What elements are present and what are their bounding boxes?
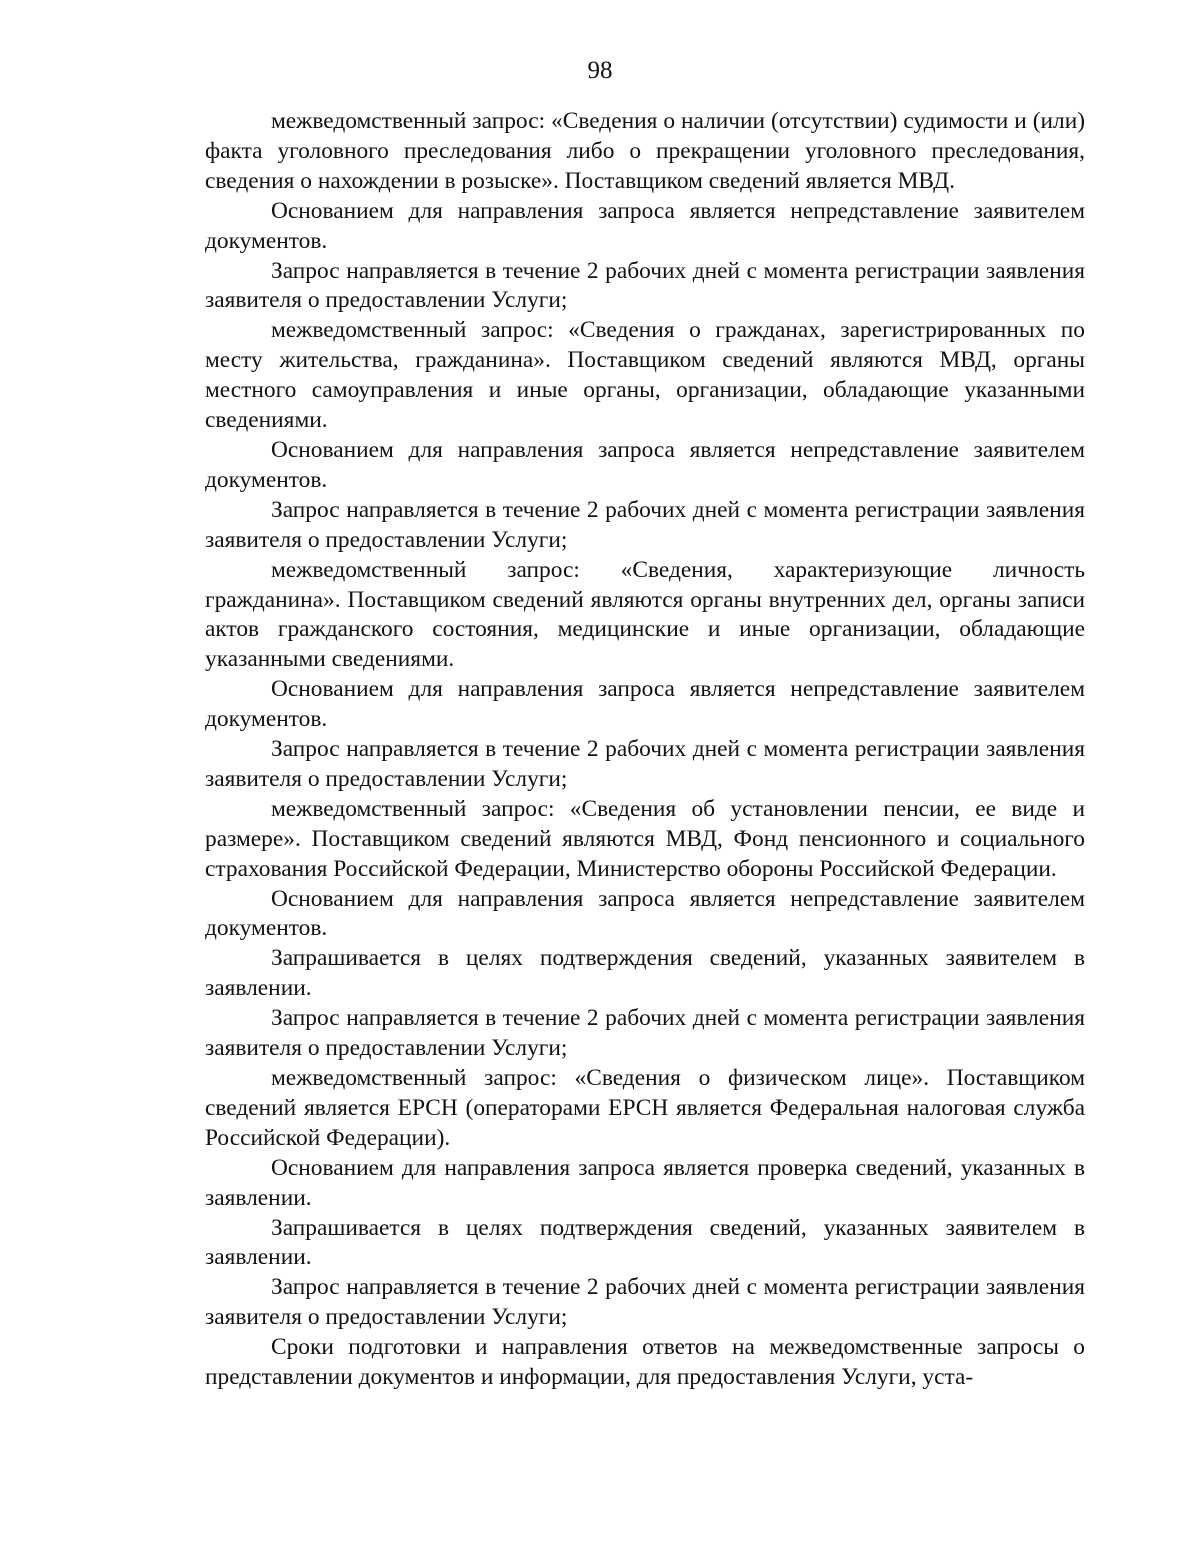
paragraph: Основанием для направления запроса является непредставление заявителем документов. bbox=[205, 436, 1085, 493]
paragraph: Запрос направляется в течение 2 рабочих дней с момента регистрации заявления заявителя о предоставлении Услуги; bbox=[205, 736, 1085, 792]
paragraph: Запрашивается в целях подтверждения сведений, указанных заявителем в заявлении. bbox=[205, 1214, 1085, 1271]
body-text bbox=[205, 107, 1085, 1393]
paragraph: Запрос направляется в течение 2 рабочих дней с момента регистрации заявления заявителя о предоставлении Услуги; bbox=[205, 257, 1085, 314]
paragraph: Основанием для направления запроса является непредставление заявителем документов. bbox=[205, 197, 1085, 254]
paragraph: межведомственный запрос: «Сведения о гражданах, зарегистрированных по месту жительства, гражданина». Поставщиком сведений являются МВД, органы местного самоуправления и иные органы, организации, обладающие указанными сведениями. bbox=[205, 317, 1085, 434]
paragraph: межведомственный запрос: «Сведения об установлении пенсии, ее виде и размере». Поставщиком сведений являются МВД, Фонд пенсионного и социального страхования Российской Федерации, Министерство обороны Российской Федерации. bbox=[205, 795, 1085, 882]
paragraph: Запрос направляется в течение 2 рабочих дней с момента регистрации заявления заявителя о предоставлении Услуги; bbox=[205, 1274, 1085, 1331]
paragraph: Основанием для направления запроса является непредставление заявителем документов. bbox=[205, 676, 1085, 733]
paragraph: межведомственный запрос: «Сведения о физическом лице». Поставщиком сведений является ЕРСН (операторами ЕРСН является Федеральная налоговая служба Российской Федерации). bbox=[205, 1065, 1085, 1151]
paragraph: Запрашивается в целях подтверждения сведений, указанных заявителем в заявлении. bbox=[205, 945, 1085, 1002]
paragraph: Сроки подготовки и направления ответов на межведомственные запросы о представлении документов и информации, для предоставления Услуги, уста- bbox=[205, 1334, 1085, 1391]
paragraph: Запрос направляется в течение 2 рабочих дней с момента регистрации заявления заявителя о предоставлении Услуги; bbox=[205, 1005, 1085, 1062]
paragraph: Запрос направляется в течение 2 рабочих дней с момента регистрации заявления заявителя о предоставлении Услуги; bbox=[205, 496, 1085, 553]
paragraph: межведомственный запрос: «Сведения о наличии (отсутствии) судимости и (или) факта уголовного преследования либо о прекращении уголовного преследования, сведения о нахождении в розыске». Поставщиком сведений является МВД. bbox=[205, 108, 1085, 194]
page-number: 98 bbox=[587, 57, 613, 84]
paragraph: Основанием для направления запроса является проверка сведений, указанных в заявлении. bbox=[205, 1154, 1085, 1211]
paragraph: межведомственный запрос: «Сведения, характеризующие личность гражданина». Поставщиком сведений являются органы внутренних дел, органы записи актов гражданского состояния, медицинские и иные организации, обладающие указанными сведениями. bbox=[205, 556, 1085, 673]
paragraph: Основанием для направления запроса является непредставление заявителем документов. bbox=[205, 885, 1085, 942]
